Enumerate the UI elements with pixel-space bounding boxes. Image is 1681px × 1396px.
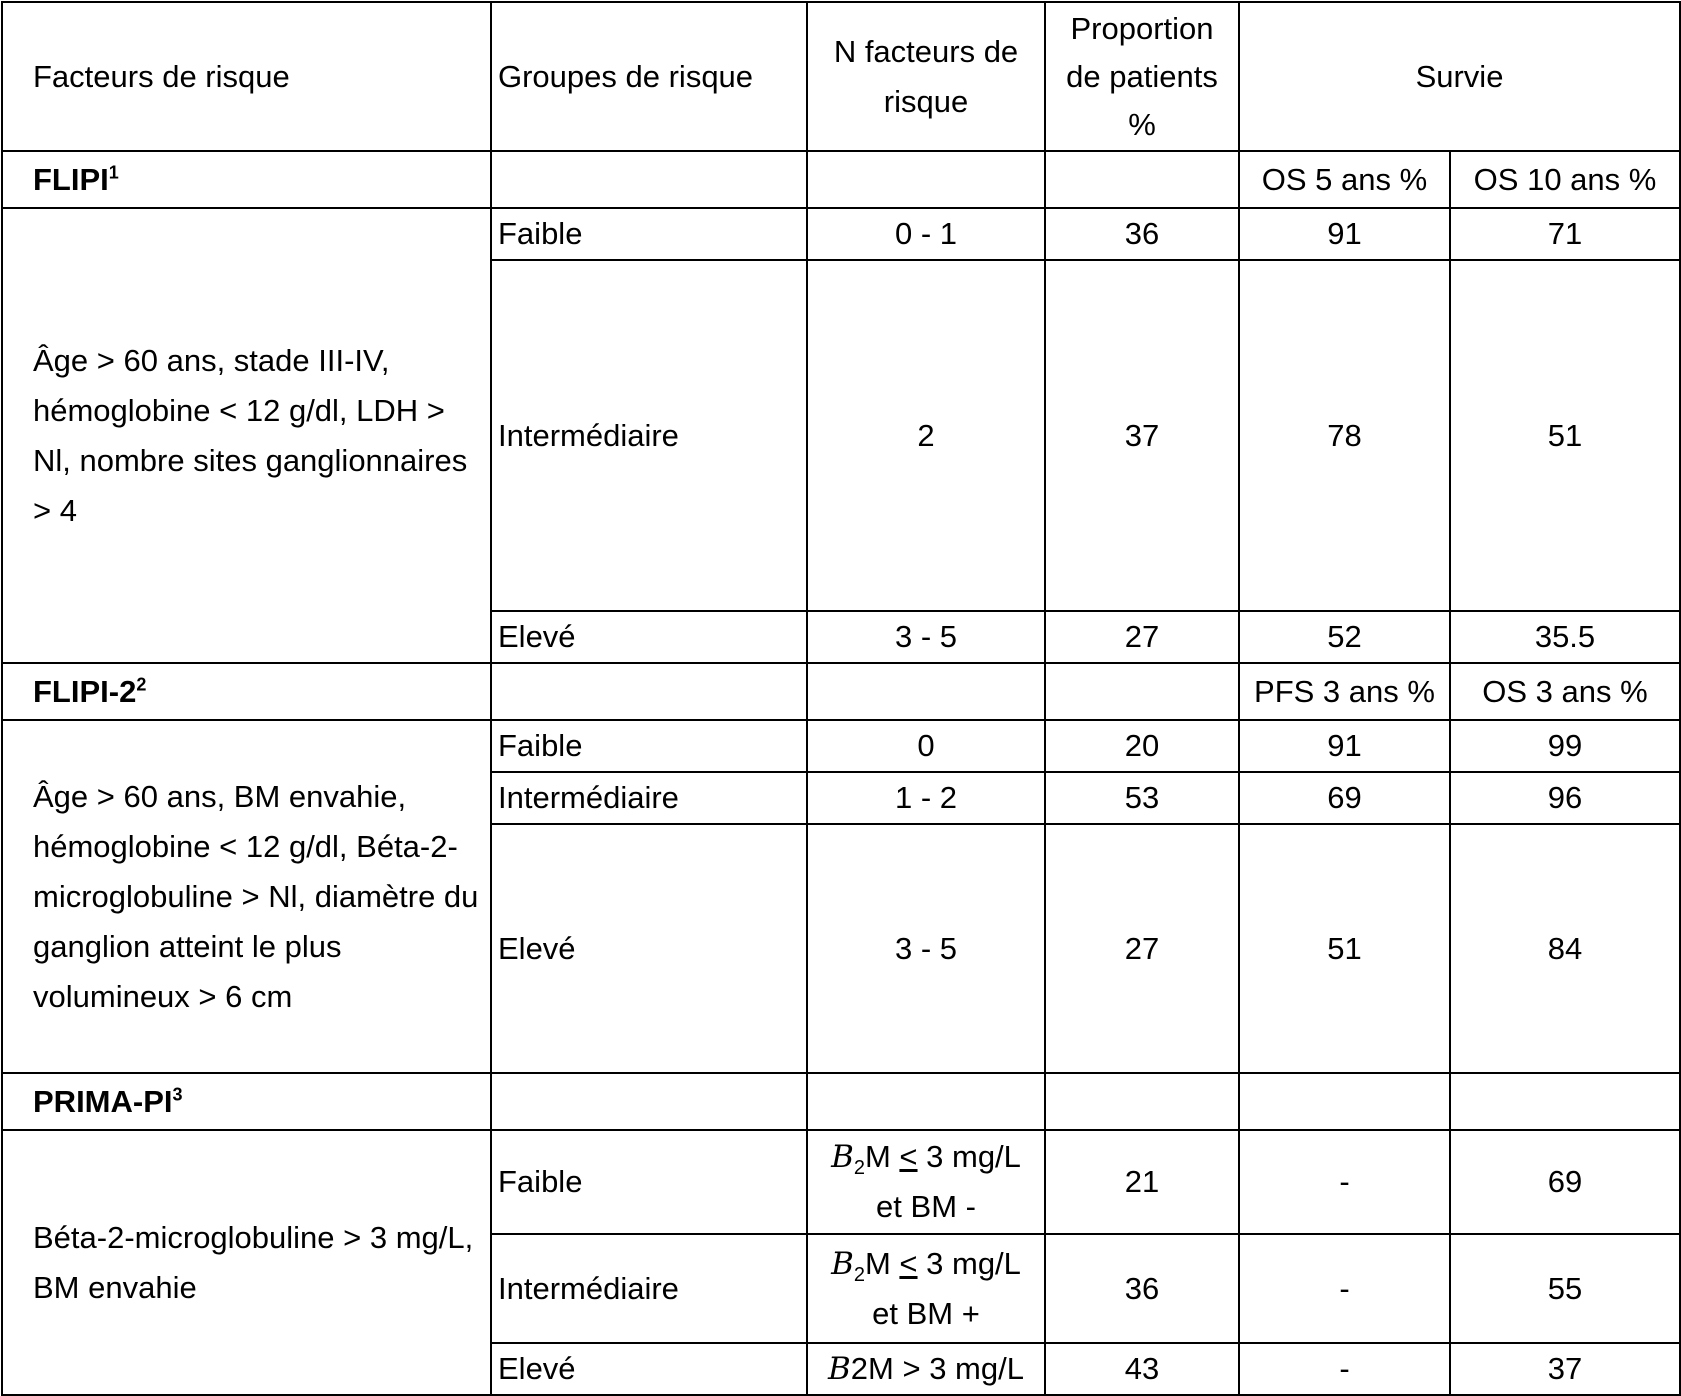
section-row-prima-pi	[2, 1073, 1680, 1130]
beta2m-criteria: $B_2M < 3$ mg/L et BM -	[807, 1130, 1045, 1234]
section-title: PRIMA-$PI^3$	[2, 1073, 491, 1130]
header-facteurs: Facteurs de risque	[2, 2, 491, 151]
subheader-survival-2: OS 10 ans %	[1450, 151, 1680, 208]
subheader-survival-2: OS 3 ans %	[1450, 663, 1680, 720]
header-proportion: Proportion de patients %	[1045, 2, 1239, 151]
table-row: Âge > 60 ans, stade III-IV, hémoglobine < 12 g/dl, LDH > Nl, nombre sites ganglionnaires > 4 Faible 0 - 1 36 91 71	[2, 208, 1680, 260]
header-groupes: Groupes de risque	[491, 2, 807, 151]
table-row: Âge > 60 ans, BM envahie, hémoglobine < 12 g/dl, Béta-2-microglobuline > Nl, diamètre du ganglion atteint le plus volumineux > 6 cm Faible 0 20 91 99	[2, 720, 1680, 772]
beta-symbol-icon: B	[831, 1245, 854, 1282]
header-n-facteurs: N facteurs de risque	[807, 2, 1045, 151]
table-row: Elevé 3 - 5 27 52 35.5	[2, 611, 1680, 663]
section-title: FLIPI-$2^2$	[2, 663, 491, 720]
table-row: Intermédiaire $B_2M < 3$ mg/L et BM + 36 - 55	[2, 1234, 1680, 1343]
risk-factors-cell: Âge > 60 ans, stade III-IV, hémoglobine < 12 g/dl, LDH > Nl, nombre sites ganglionnaires > 4	[2, 208, 491, 663]
risk-factors-cell: Béta-2-microglobuline > 3 mg/L, BM envahie	[2, 1130, 491, 1395]
table-row: Intermédiaire 1 - 2 53 69 96	[2, 772, 1680, 824]
table-row: Elevé B2M > 3 mg/L 43 - 37	[2, 1343, 1680, 1395]
table-row: Elevé 3 - 5 27 51 84	[2, 824, 1680, 1073]
risk-factors-cell: Âge > 60 ans, BM envahie, hémoglobine < 12 g/dl, Béta-2-microglobuline > Nl, diamètre du ganglion atteint le plus volumineux > 6 cm	[2, 720, 491, 1073]
table-row: Béta-2-microglobuline > 3 mg/L, BM envahie Faible $B_2M < 3$ mg/L et BM - 21 - 69	[2, 1130, 1680, 1234]
risk-score-table	[1, 1, 1681, 1396]
header-row	[2, 2, 1680, 151]
header-survie: Survie	[1239, 2, 1680, 151]
section-row-flipi-2	[2, 663, 1680, 720]
section-row-flipi	[2, 151, 1680, 208]
beta2m-criteria: B2M > 3 mg/L	[807, 1343, 1045, 1395]
subheader-survival-1: PFS 3 ans %	[1239, 663, 1450, 720]
beta-symbol-icon: B	[831, 1139, 854, 1175]
table-row: Intermédiaire 2 37 78 51	[2, 260, 1680, 611]
beta2m-criteria: $B_2M < 3$ mg/L et BM +	[807, 1234, 1045, 1343]
section-title: FLIPI$^1$	[2, 151, 491, 208]
beta-symbol-icon: B	[828, 1351, 851, 1387]
subheader-survival-1: OS 5 ans %	[1239, 151, 1450, 208]
